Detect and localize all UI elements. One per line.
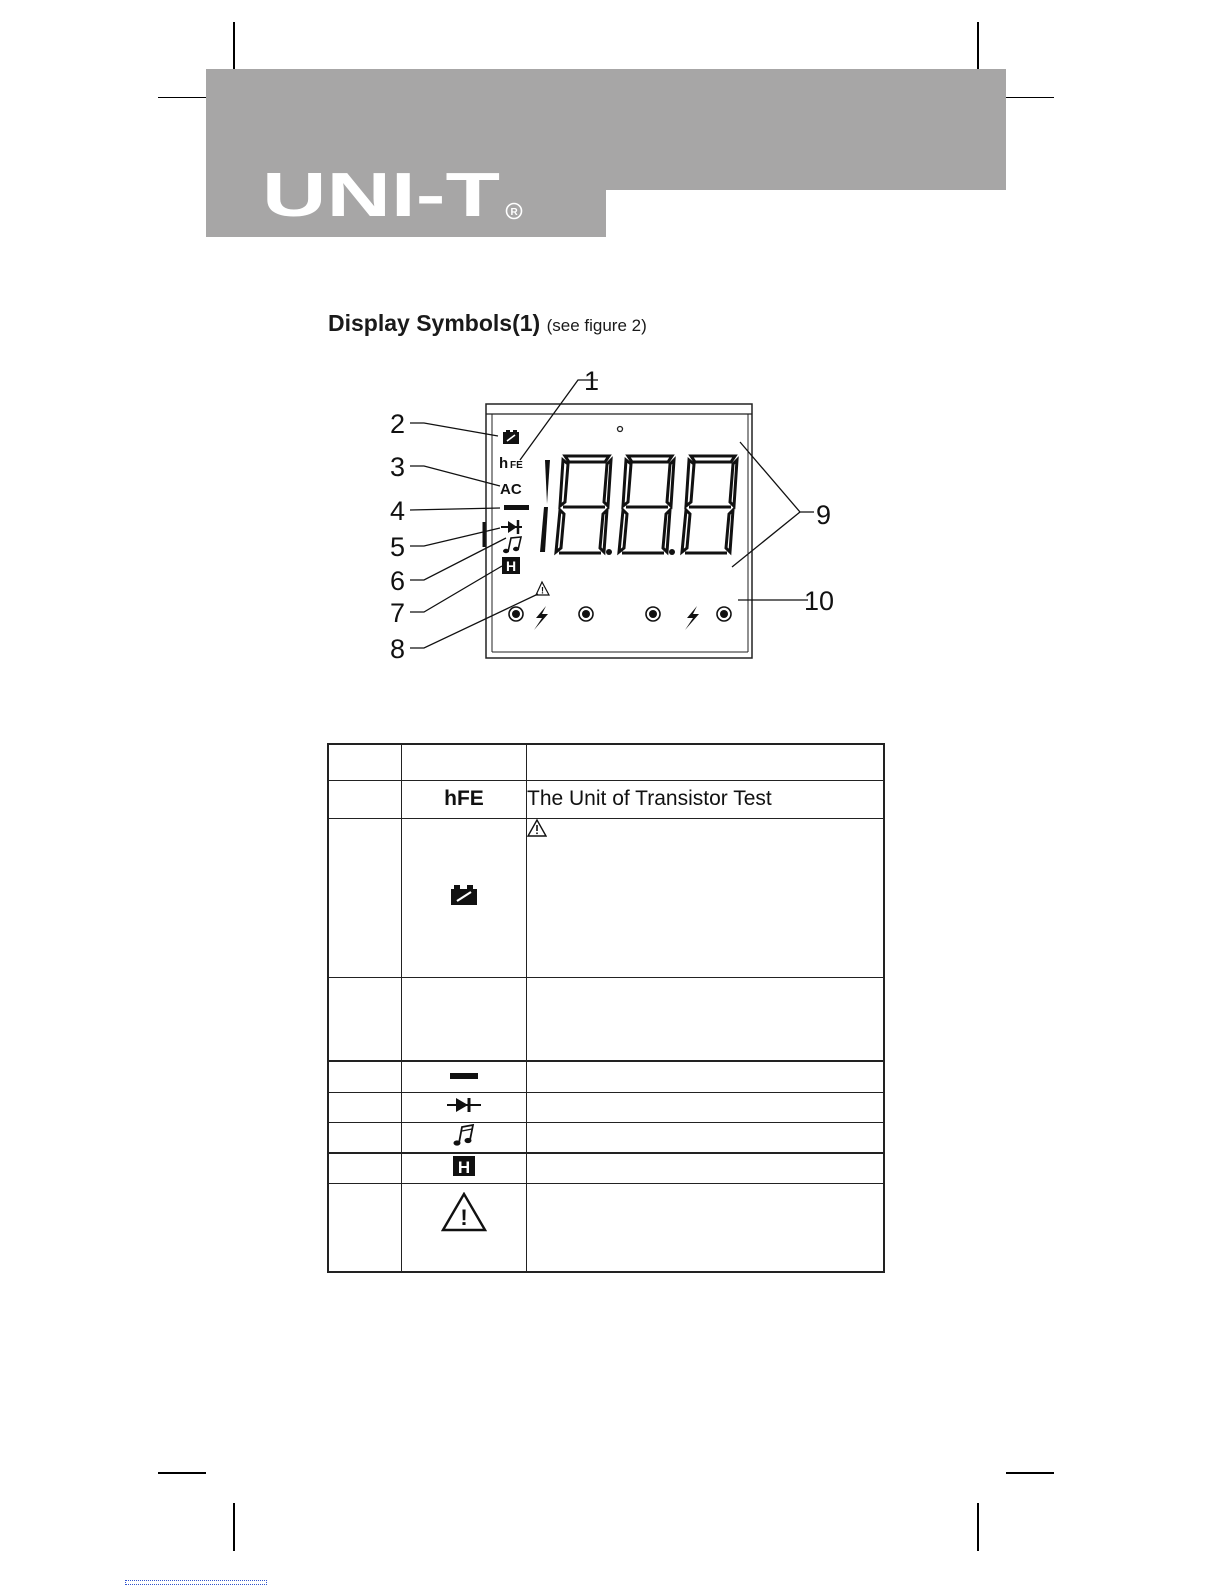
callout-leaders bbox=[410, 380, 814, 648]
svg-text:!: ! bbox=[541, 585, 544, 596]
hold-icon bbox=[452, 1155, 476, 1177]
row-symbol bbox=[402, 977, 527, 1061]
section-note: (see figure 2) bbox=[546, 316, 647, 335]
row-number bbox=[328, 1184, 402, 1272]
svg-text:R: R bbox=[510, 207, 518, 218]
diode-icon bbox=[446, 1097, 482, 1113]
callout-9: 9 bbox=[816, 500, 832, 530]
table-row bbox=[328, 1153, 884, 1184]
table-row bbox=[328, 1061, 884, 1092]
lcd-hfe-h: h bbox=[499, 455, 509, 472]
lcd-warning-icon bbox=[536, 582, 549, 596]
row-symbol bbox=[402, 818, 527, 977]
callout-6: 6 bbox=[390, 566, 406, 596]
crop-mark bbox=[158, 1472, 206, 1474]
lcd-hold-label: H bbox=[505, 558, 517, 574]
row-description bbox=[527, 1153, 885, 1184]
crop-mark bbox=[158, 97, 206, 98]
table-row bbox=[328, 744, 884, 780]
table-row bbox=[328, 780, 884, 818]
lcd-digits bbox=[540, 456, 737, 555]
crop-mark bbox=[1006, 97, 1054, 98]
row-number bbox=[328, 977, 402, 1061]
row-symbol bbox=[402, 744, 527, 780]
crop-mark bbox=[1006, 1472, 1054, 1474]
row-description bbox=[527, 1184, 885, 1272]
row-description bbox=[527, 744, 885, 780]
lcd-hfe-fe: FE bbox=[510, 460, 523, 471]
table-row bbox=[328, 1184, 884, 1272]
lcd-battery-icon bbox=[503, 430, 519, 444]
callout-7: 7 bbox=[390, 598, 406, 628]
lcd-indicator-row bbox=[509, 606, 731, 630]
row-symbol bbox=[402, 1184, 527, 1272]
row-number bbox=[328, 818, 402, 977]
callout-2: 2 bbox=[390, 409, 406, 439]
hold-icon-label: H bbox=[457, 1157, 471, 1177]
table-row bbox=[328, 818, 884, 977]
lcd-digit-8 bbox=[682, 456, 737, 553]
crop-mark bbox=[233, 22, 235, 70]
warning-icon-mark: ! bbox=[460, 1205, 468, 1230]
lcd-ac-label: AC bbox=[500, 481, 522, 498]
row-symbol bbox=[402, 1122, 527, 1153]
crop-mark bbox=[233, 1503, 235, 1551]
row-number bbox=[328, 780, 402, 818]
row-description: The Unit of Transistor Test bbox=[527, 780, 885, 818]
brand-logo bbox=[262, 168, 532, 224]
lcd-digit-8 bbox=[619, 456, 675, 555]
callout-3: 3 bbox=[390, 452, 406, 482]
lcd-figure bbox=[380, 362, 850, 667]
brand-logo-text: UNI-T bbox=[262, 168, 501, 224]
symbols-table bbox=[327, 743, 885, 1273]
lcd-bolt-icon bbox=[534, 606, 548, 630]
row-number bbox=[328, 744, 402, 780]
footer-link-box[interactable] bbox=[125, 1580, 267, 1585]
callout-4: 4 bbox=[390, 496, 406, 526]
section-title: Display Symbols(1) bbox=[328, 310, 541, 336]
row-number bbox=[328, 1092, 402, 1122]
minus-icon bbox=[449, 1071, 479, 1081]
row-symbol bbox=[402, 1061, 527, 1092]
lcd-frame bbox=[486, 404, 752, 658]
callout-1: 1 bbox=[584, 366, 600, 396]
row-description bbox=[527, 1092, 885, 1122]
crop-mark bbox=[977, 22, 979, 70]
table-row bbox=[328, 1122, 884, 1153]
table-row bbox=[328, 1092, 884, 1122]
lcd-dot bbox=[618, 427, 623, 432]
lcd-diode-icon bbox=[501, 520, 522, 534]
row-description bbox=[527, 1122, 885, 1153]
warning-icon bbox=[441, 1192, 487, 1232]
lcd-bolt-icon bbox=[685, 606, 699, 630]
lcd-minus-icon bbox=[504, 505, 529, 510]
lcd-buzzer-icon bbox=[503, 537, 521, 553]
lcd-digit-8 bbox=[556, 456, 612, 555]
buzzer-icon bbox=[453, 1123, 475, 1147]
callout-5: 5 bbox=[390, 532, 406, 562]
callout-10: 10 bbox=[804, 586, 835, 616]
warning-icon bbox=[527, 819, 547, 837]
row-description bbox=[527, 818, 885, 977]
row-description bbox=[527, 1061, 885, 1092]
battery-icon bbox=[450, 884, 478, 906]
row-number bbox=[328, 1061, 402, 1092]
row-number bbox=[328, 1122, 402, 1153]
hfe-symbol: hFE bbox=[402, 780, 527, 818]
row-symbol bbox=[402, 1092, 527, 1122]
section-heading bbox=[328, 310, 647, 337]
callout-8: 8 bbox=[390, 634, 406, 664]
table-row bbox=[328, 977, 884, 1061]
crop-mark bbox=[977, 1503, 979, 1551]
row-description bbox=[527, 977, 885, 1061]
row-symbol bbox=[402, 1153, 527, 1184]
row-number bbox=[328, 1153, 402, 1184]
